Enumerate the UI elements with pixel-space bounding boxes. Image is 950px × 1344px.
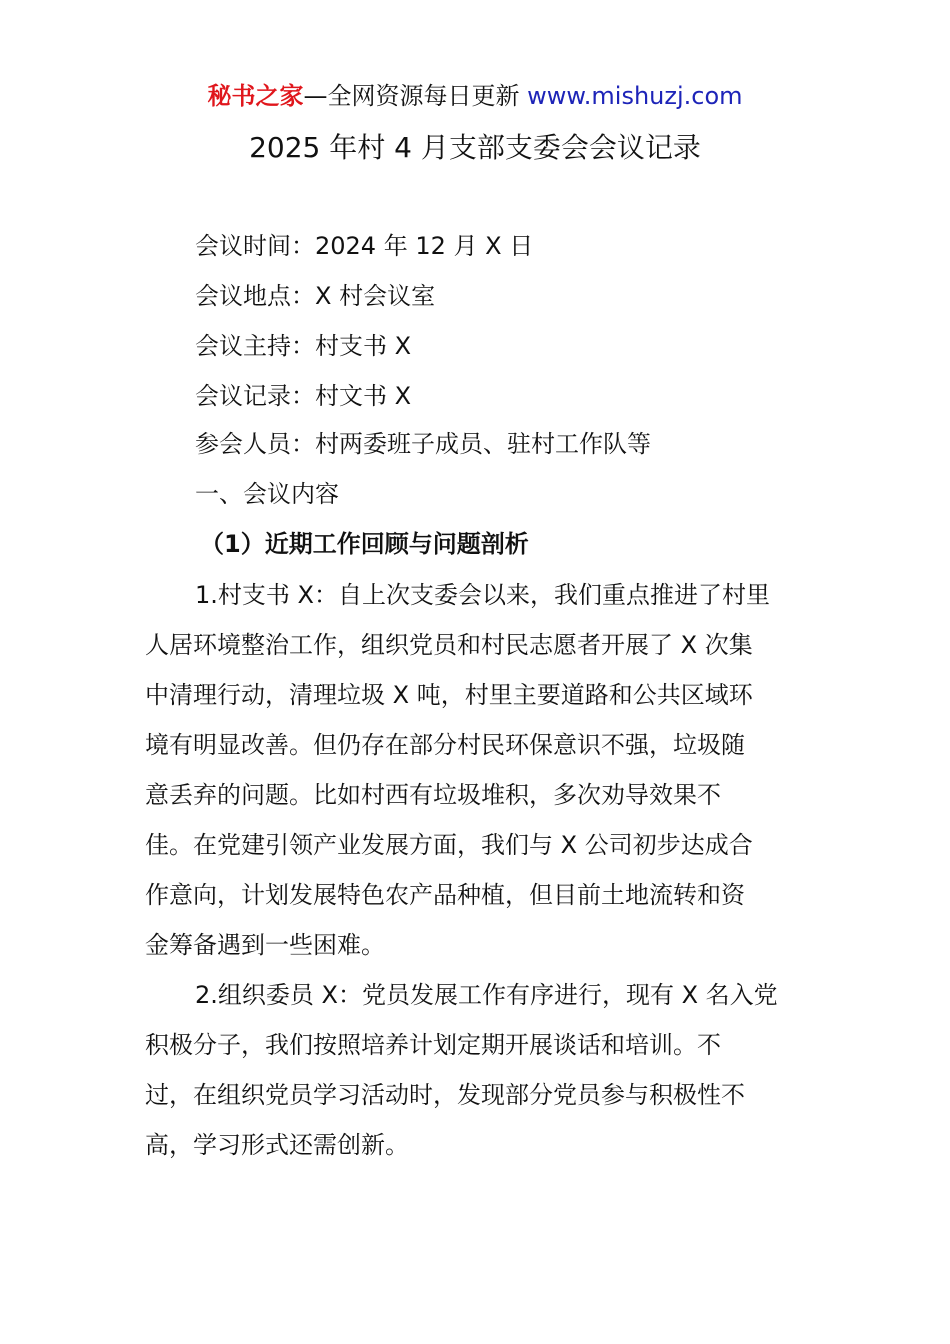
section-heading: 一、会议内容 [195,480,339,508]
sub-heading: （1）近期工作回顾与问题剖析 [200,530,529,558]
paragraph-organization-report [145,970,810,1170]
site-header [0,78,950,114]
paragraph-secretary-report [145,570,810,970]
paragraph-line: 境有明显改善。但仍存在部分村民环保意识不强，垃圾随 [145,731,745,759]
site-url-link[interactable]: www.mishuzj.com [527,82,743,110]
paragraph-line: 积极分子，我们按照培养计划定期开展谈话和培训。不 [145,1031,721,1059]
paragraph-line: 中清理行动，清理垃圾 X 吨，村里主要道路和公共区域环 [145,681,753,709]
paragraph-line: 作意向，计划发展特色农产品种植，但目前土地流转和资 [145,881,745,909]
document-title: 2025 年村 4 月支部支委会会议记录 [249,131,701,164]
paragraph-line: 意丢弃的问题。比如村西有垃圾堆积，多次劝导效果不 [145,781,721,809]
paragraph-line: 金筹备遇到一些困难。 [145,931,385,959]
paragraph-line: 高，学习形式还需创新。 [145,1131,409,1159]
paragraph-line: 2.组织委员 X：党员发展工作有序进行，现有 X 名入党 [195,981,778,1009]
meeting-attendees: 参会人员：村两委班子成员、驻村工作队等 [195,430,651,458]
meeting-place: 会议地点：X 村会议室 [195,282,436,310]
meeting-host: 会议主持：村支书 X [195,332,412,360]
meeting-recorder: 会议记录：村文书 X [195,382,412,410]
header-slogan: —全网资源每日更新 [303,82,520,110]
paragraph-line: 人居环境整治工作，组织党员和村民志愿者开展了 X 次集 [145,631,753,659]
paragraph-line: 过，在组织党员学习活动时，发现部分党员参与积极性不 [145,1081,745,1109]
paragraph-line: 佳。在党建引领产业发展方面，我们与 X 公司初步达成合 [145,831,753,859]
meeting-time: 会议时间：2024 年 12 月 X 日 [195,232,534,260]
brand-name: 秘书之家 [207,82,304,110]
paragraph-line: 1.村支书 X：自上次支委会以来，我们重点推进了村里 [195,581,770,609]
